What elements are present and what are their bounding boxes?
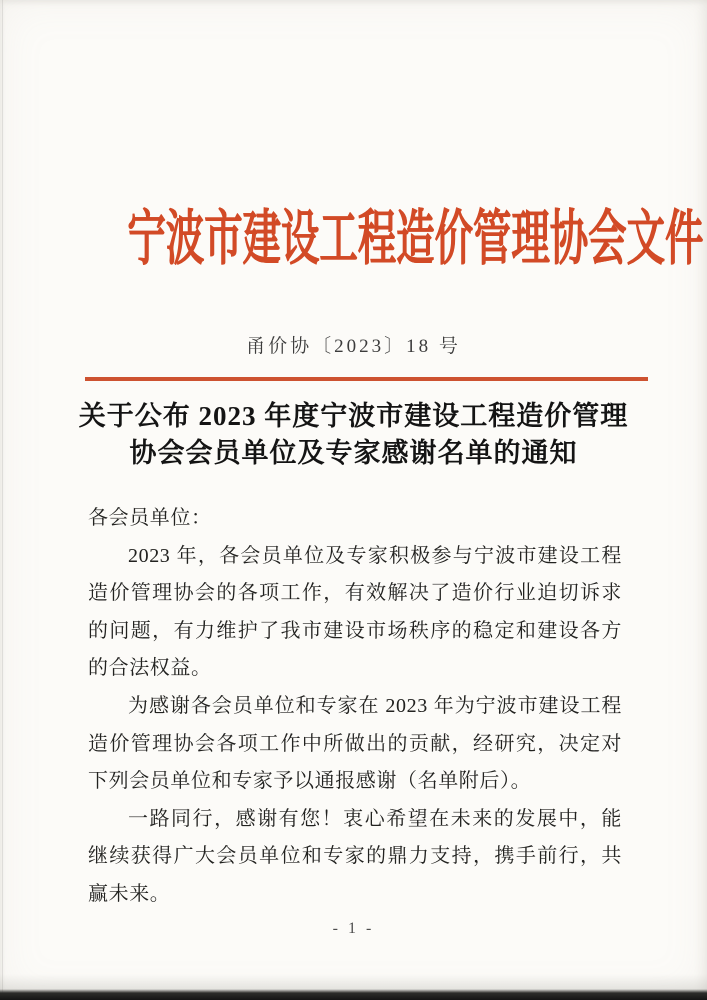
- page-number: - 1 -: [332, 920, 375, 937]
- body-paragraph-2: 为感谢各会员单位和专家在 2023 年为宁波市建设工程造价管理协会各项工作中所做出的贡献，经研究，决定对下列会员单位和专家予以通报感谢（名单附后）。: [88, 694, 622, 793]
- red-header-org-title: 宁波市建设工程造价管理协会文件: [127, 206, 704, 272]
- body-paragraph-1: 2023 年，各会员单位及专家积极参与宁波市建设工程造价管理协会的各项工作，有效解决了造价行业迫切诉求的问题，有力维护了我市建设市场秩序的稳定和建设各方的合法权益。: [88, 544, 622, 680]
- document-reference-number: 甬价协〔2023〕18 号: [246, 336, 461, 357]
- notice-title-line1: 关于公布 2023 年度宁波市建设工程造价管理: [78, 401, 629, 431]
- notice-title-line2: 协会会员单位及专家感谢名单的通知: [129, 438, 578, 468]
- salutation: 各会员单位：: [88, 507, 212, 529]
- notice-body: [88, 500, 622, 914]
- body-paragraph-3: 一路同行，感谢有您！衷心希望在未来的发展中，能继续获得广大会员单位和专家的鼎力支持，携手前行，共赢未来。: [88, 807, 622, 905]
- red-divider-line: [85, 377, 648, 381]
- notice-title: [0, 398, 707, 472]
- scan-edge-artifact: [0, 974, 707, 1000]
